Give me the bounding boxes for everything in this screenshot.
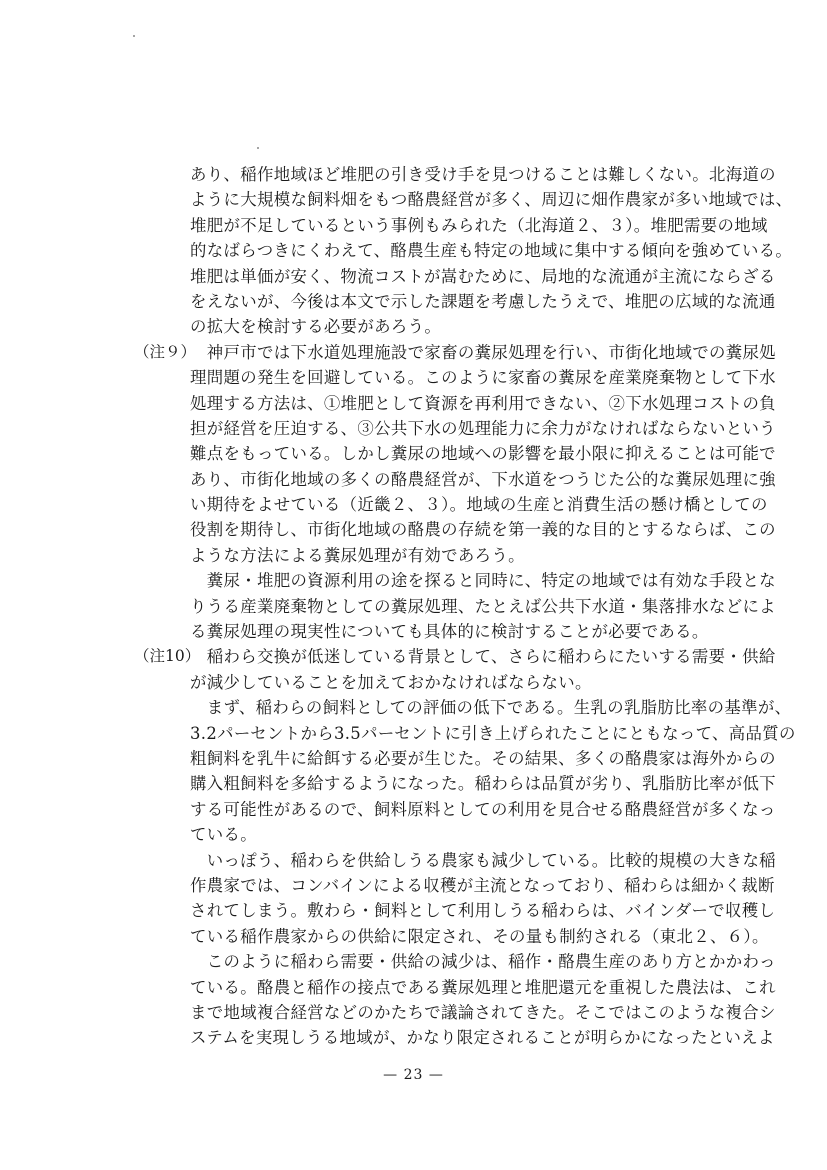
text-line <box>190 517 776 542</box>
text-line-content: 堆肥は単価が安く、物流コストが嵩むために、局地的な流通が主流にならざる <box>190 266 776 286</box>
text-line <box>134 340 776 365</box>
scan-speck <box>133 35 135 37</box>
text-line <box>190 670 735 695</box>
text-line <box>190 594 776 619</box>
text-line <box>190 264 776 289</box>
text-line <box>190 848 776 873</box>
text-line <box>190 797 776 822</box>
text-line <box>190 238 793 263</box>
note-label: （注９） <box>134 342 197 361</box>
text-line <box>190 619 735 644</box>
text-line-content: 難点をもっている。しかし糞尿の地域への影響を最小限に抑えることは可能で <box>190 444 776 464</box>
text-line-content: 購入粗飼料を多給するようになった。稲わらは品質が劣り、乳脂肪比率が低下 <box>190 774 776 794</box>
text-line-content: をえないが、今後は本文で示した課題を考慮したうえで、堆肥の広域的な流通 <box>190 291 776 311</box>
text-line <box>190 695 792 720</box>
text-line-content: 役割を期待し、市街化地域の酪農の存続を第一義的な目的とするならば、この <box>190 520 776 540</box>
text-line <box>190 771 776 796</box>
text-line-content: ような方法による糞尿処理が有効であろう。 <box>190 545 525 565</box>
text-line-content: する可能性があるので、飼料原料としての利用を見合せる酪農経営が多くなっ <box>190 799 776 819</box>
text-line <box>190 873 775 898</box>
text-line <box>190 1000 776 1025</box>
page-number: — 23 — <box>383 1067 444 1083</box>
text-line-content: まず、稲わらの飼料としての評価の低下である。生乳の乳脂肪比率の基準が、 <box>190 698 792 718</box>
text-line-content: ステムを実現しうる地域が、かなり限定されることが明らかになったといえよ <box>190 1028 775 1048</box>
text-line-content: 的なばらつきにくわえて、酪農生産も特定の地域に集中する傾向を強めている。 <box>190 241 793 261</box>
text-line <box>190 391 776 416</box>
text-line-content: いっぽう、稲わらを供給しうる農家も減少している。比較的規模の大きな稲 <box>190 850 776 870</box>
text-line-content: されてしまう。敷わら・飼料として利用しうる稲わらは、バインダーで収穫し <box>190 901 776 921</box>
body-text <box>134 162 796 1051</box>
text-line <box>190 924 769 949</box>
text-line-content: い期待をよせている（近畿２、３）。地域の生産と消費生活の懸け橋としての <box>190 495 768 515</box>
text-line <box>190 492 768 517</box>
text-line-content: このように稲わら需要・供給の減少は、稲作・酪農生産のあり方とかかわっ <box>190 952 776 972</box>
text-line-content: 理問題の発生を回避している。このように家畜の糞尿を産業廃棄物として下水 <box>190 368 776 388</box>
scan-speck <box>257 147 259 149</box>
text-line <box>190 568 776 593</box>
text-line <box>190 467 776 492</box>
text-line-content: まで地域複合経営などのかたちで議論されてきた。そこではこのような複合シ <box>190 1002 776 1022</box>
text-line <box>190 543 735 568</box>
text-line-content: 3.2パーセントから3.5パーセントに引き上げられたことにともなって、高品質の <box>190 723 796 743</box>
text-line-content: ている稲作農家からの供給に限定され、その量も制約される（東北２、６）。 <box>190 926 769 946</box>
text-line <box>190 162 776 187</box>
text-line-content: 神戸市では下水道処理施設で家畜の糞尿処理を行い、市街化地域での糞尿処 <box>190 342 776 362</box>
text-line-content: 担が経営を圧迫する、③公共下水の処理能力に余力がなければならないという <box>190 418 776 438</box>
text-line <box>190 721 796 746</box>
text-line-content: あり、稲作地域ほど堆肥の引き受け手を見つけることは難しくない。北海道の <box>190 165 776 184</box>
text-line-content: あり、市街化地域の多くの酪農経営が、下水道をつうじた公的な糞尿処理に強 <box>190 469 776 489</box>
text-line-content: 粗飼料を乳牛に給餌する必要が生じた。その結果、多くの酪農家は海外からの <box>190 748 776 768</box>
text-line <box>190 975 776 1000</box>
text-line-content: る糞尿処理の現実性についても具体的に検討することが必要である。 <box>190 622 709 642</box>
text-line <box>190 289 776 314</box>
text-line <box>190 441 776 466</box>
text-line <box>190 1025 775 1050</box>
text-line <box>190 365 776 390</box>
text-line-content: の拡大を検討する必要があろう。 <box>190 317 442 337</box>
note-label: （注10） <box>134 647 201 666</box>
text-line <box>190 187 793 212</box>
text-line <box>190 898 776 923</box>
text-line <box>190 314 735 339</box>
text-line <box>190 213 768 238</box>
text-line <box>190 822 735 847</box>
text-line-content: が減少していることを加えておかなければならない。 <box>190 672 592 692</box>
text-line <box>190 949 776 974</box>
text-line-content: 糞尿・堆肥の資源利用の途を探ると同時に、特定の地域では有効な手段とな <box>190 571 776 591</box>
text-line-content: ように大規模な飼料畑をもつ酪農経営が多く、周辺に畑作農家が多い地域では、 <box>190 190 793 210</box>
text-line-content: ている。 <box>190 825 257 845</box>
text-line <box>190 746 776 771</box>
text-line-content: りうる産業廃棄物としての糞尿処理、たとえば公共下水道・集落排水などによ <box>190 596 776 616</box>
text-line <box>134 644 776 669</box>
text-line <box>190 416 776 441</box>
text-line-content: 作農家では、コンバインによる収穫が主流となっており、稲わらは細かく裁断 <box>190 875 775 895</box>
text-line-content: ている。酪農と稲作の接点である糞尿処理と堆肥還元を重視した農法は、これ <box>190 977 776 997</box>
text-line-content: 堆肥が不足しているという事例もみられた（北海道２、３）。堆肥需要の地域 <box>190 215 768 235</box>
text-line-content: 稲わら交換が低迷している背景として、さらに稲わらにたいする需要・供給 <box>190 647 776 667</box>
text-line-content: 処理する方法は、①堆肥として資源を再利用できない、②下水処理コストの負 <box>190 393 776 413</box>
